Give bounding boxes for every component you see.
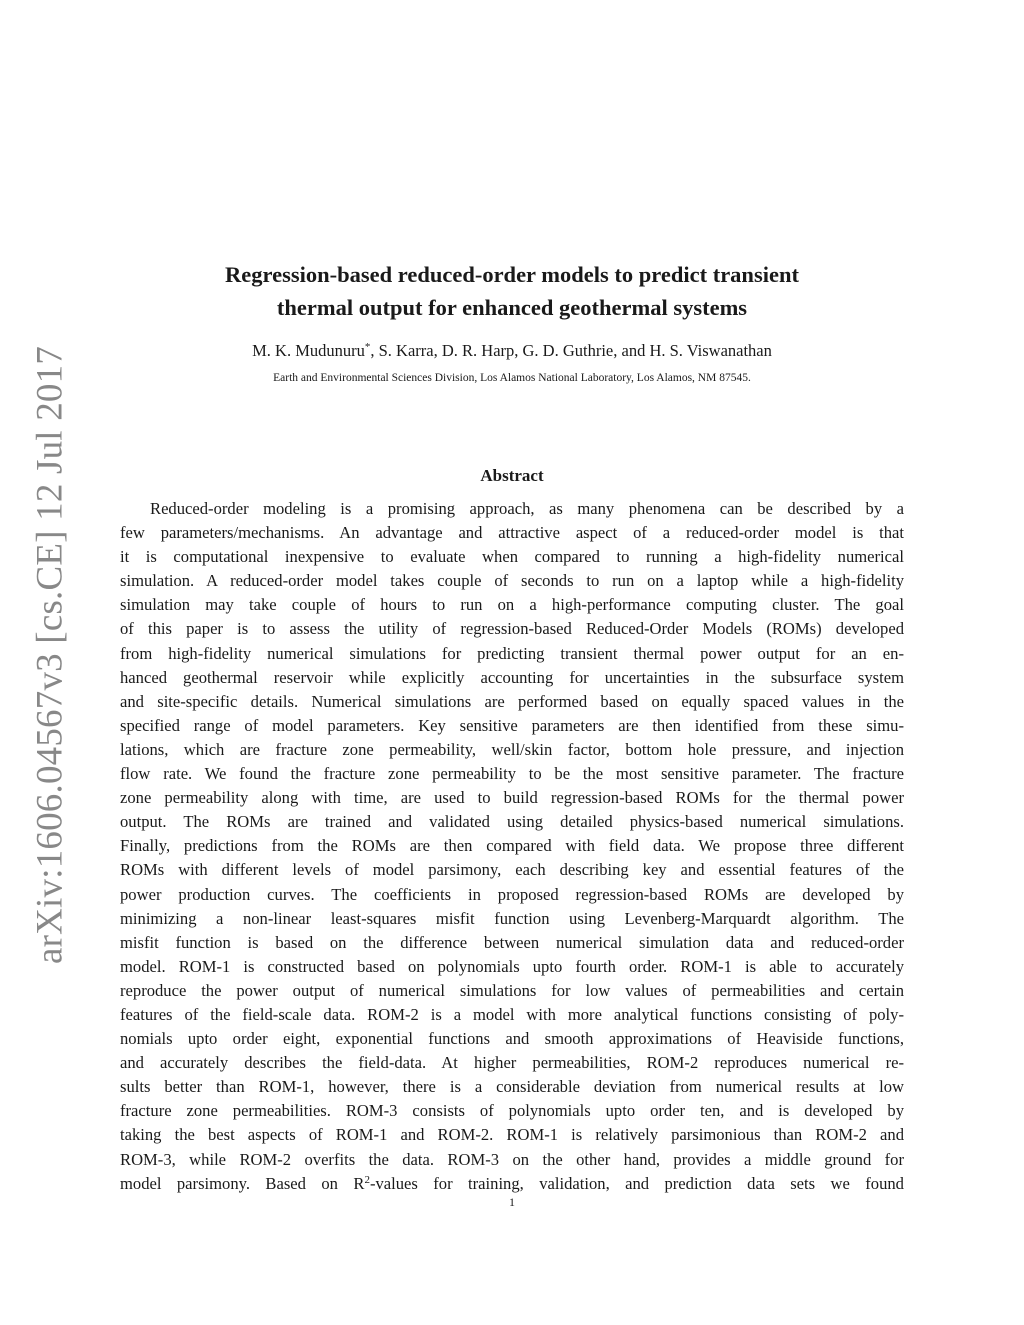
abstract-line: output. The ROMs are trained and validated using detailed physics-based numerical simulations. [120, 812, 904, 832]
abstract-body [120, 497, 904, 1196]
abstract-line: power production curves. The coefficients in proposed regression-based ROMs are developed by [120, 884, 904, 904]
abstract-line: simulation may take couple of hours to run on a high-performance computing cluster. The goal [120, 595, 904, 615]
abstract-line: lations, which are fracture zone permeability, well/skin factor, bottom hole pressure, and injection [120, 739, 904, 759]
abstract-line-last [120, 1172, 904, 1196]
abstract-line: simulation. A reduced-order model takes couple of seconds to run on a laptop while a high-fidelity [120, 571, 904, 591]
author-list [120, 340, 904, 362]
abstract-line: it is computational inexpensive to evaluate when compared to running a high-fidelity numerical [120, 547, 904, 567]
abstract-line: features of the field-scale data. ROM-2 is a model with more analytical functions consisting of poly- [120, 1004, 904, 1024]
affiliation: Earth and Environmental Sciences Division, Los Alamos National Laboratory, Los Alamos, NM 87545. [273, 372, 751, 384]
abstract-line: few parameters/mechanisms. An advantage and attractive aspect of a reduced-order model is that [120, 523, 904, 543]
abstract-line: and accurately describes the field-data. At higher permeabilities, ROM-2 reproduces numerical re- [120, 1053, 904, 1073]
abstract-line: Finally, predictions from the ROMs are then compared with field data. We propose three different [120, 836, 904, 856]
abstract-line: zone permeability along with time, are used to build regression-based ROMs for the thermal power [120, 788, 904, 808]
author-names-first: M. K. Mudunuru [252, 341, 365, 360]
superscript-two: 2 [364, 1173, 370, 1186]
arxiv-sidebar [29, 345, 71, 965]
last-line-start: model parsimony. Based on R [120, 1173, 365, 1193]
abstract-line: ROM-3, while ROM-2 overfits the data. ROM-3 on the other hand, provides a middle ground for [120, 1149, 904, 1169]
abstract-line: from high-fidelity numerical simulations for predicting transient thermal power output for an en- [120, 643, 904, 663]
title-line-2: thermal output for enhanced geothermal systems [276, 295, 748, 320]
abstract-line: model. ROM-1 is constructed based on polynomials upto fourth order. ROM-1 is able to accurately [120, 956, 904, 976]
abstract-line: of this paper is to assess the utility of regression-based Reduced-Order Models (ROMs) developed [120, 619, 904, 639]
last-line-end: -values for training, validation, and prediction data sets we found [369, 1173, 904, 1193]
abstract-line: reproduce the power output of numerical simulations for low values of permeabilities and certain [120, 980, 904, 1000]
abstract-line: minimizing a non-linear least-squares misfit function using Levenberg-Marquardt algorithm. The [120, 908, 904, 928]
corresponding-author-mark: * [364, 341, 371, 353]
abstract-line: misfit function is based on the difference between numerical simulation data and reduced-order [120, 932, 904, 952]
page-number: 1 [509, 1195, 515, 1209]
abstract-line: fracture zone permeabilities. ROM-3 consists of polynomials upto order ten, and is developed by [120, 1101, 904, 1121]
abstract-line: and site-specific details. Numerical simulations are performed based on equally spaced values in the [120, 691, 904, 711]
abstract-line: nomials upto order eight, exponential functions and smooth approximations of Heaviside functions, [120, 1029, 904, 1049]
paper-title [120, 258, 904, 324]
abstract-line: taking the best aspects of ROM-1 and ROM-2. ROM-1 is relatively parsimonious than ROM-2 and [120, 1125, 904, 1145]
author-names-rest: , S. Karra, D. R. Harp, G. D. Guthrie, and H. S. Viswanathan [370, 341, 772, 360]
abstract-line: hanced geothermal reservoir while explicitly accounting for uncertainties in the subsurface system [120, 667, 904, 687]
abstract-line: specified range of model parameters. Key sensitive parameters are then identified from these simu- [120, 715, 904, 735]
arxiv-identifier: arXiv:1606.04567v3 [cs.CE] 12 Jul 2017 [29, 345, 71, 965]
abstract-line: sults better than ROM-1, however, there is a considerable deviation from numerical results at low [120, 1077, 904, 1097]
abstract-line: flow rate. We found the fracture zone permeability to be the most sensitive parameter. The fracture [120, 764, 904, 784]
abstract-line: ROMs with different levels of model parsimony, each describing key and essential features of the [120, 860, 904, 880]
abstract-line: Reduced-order modeling is a promising approach, as many phenomena can be described by a [150, 499, 904, 518]
abstract-heading: Abstract [480, 466, 544, 485]
title-line-1: Regression-based reduced-order models to predict transient [225, 262, 799, 287]
